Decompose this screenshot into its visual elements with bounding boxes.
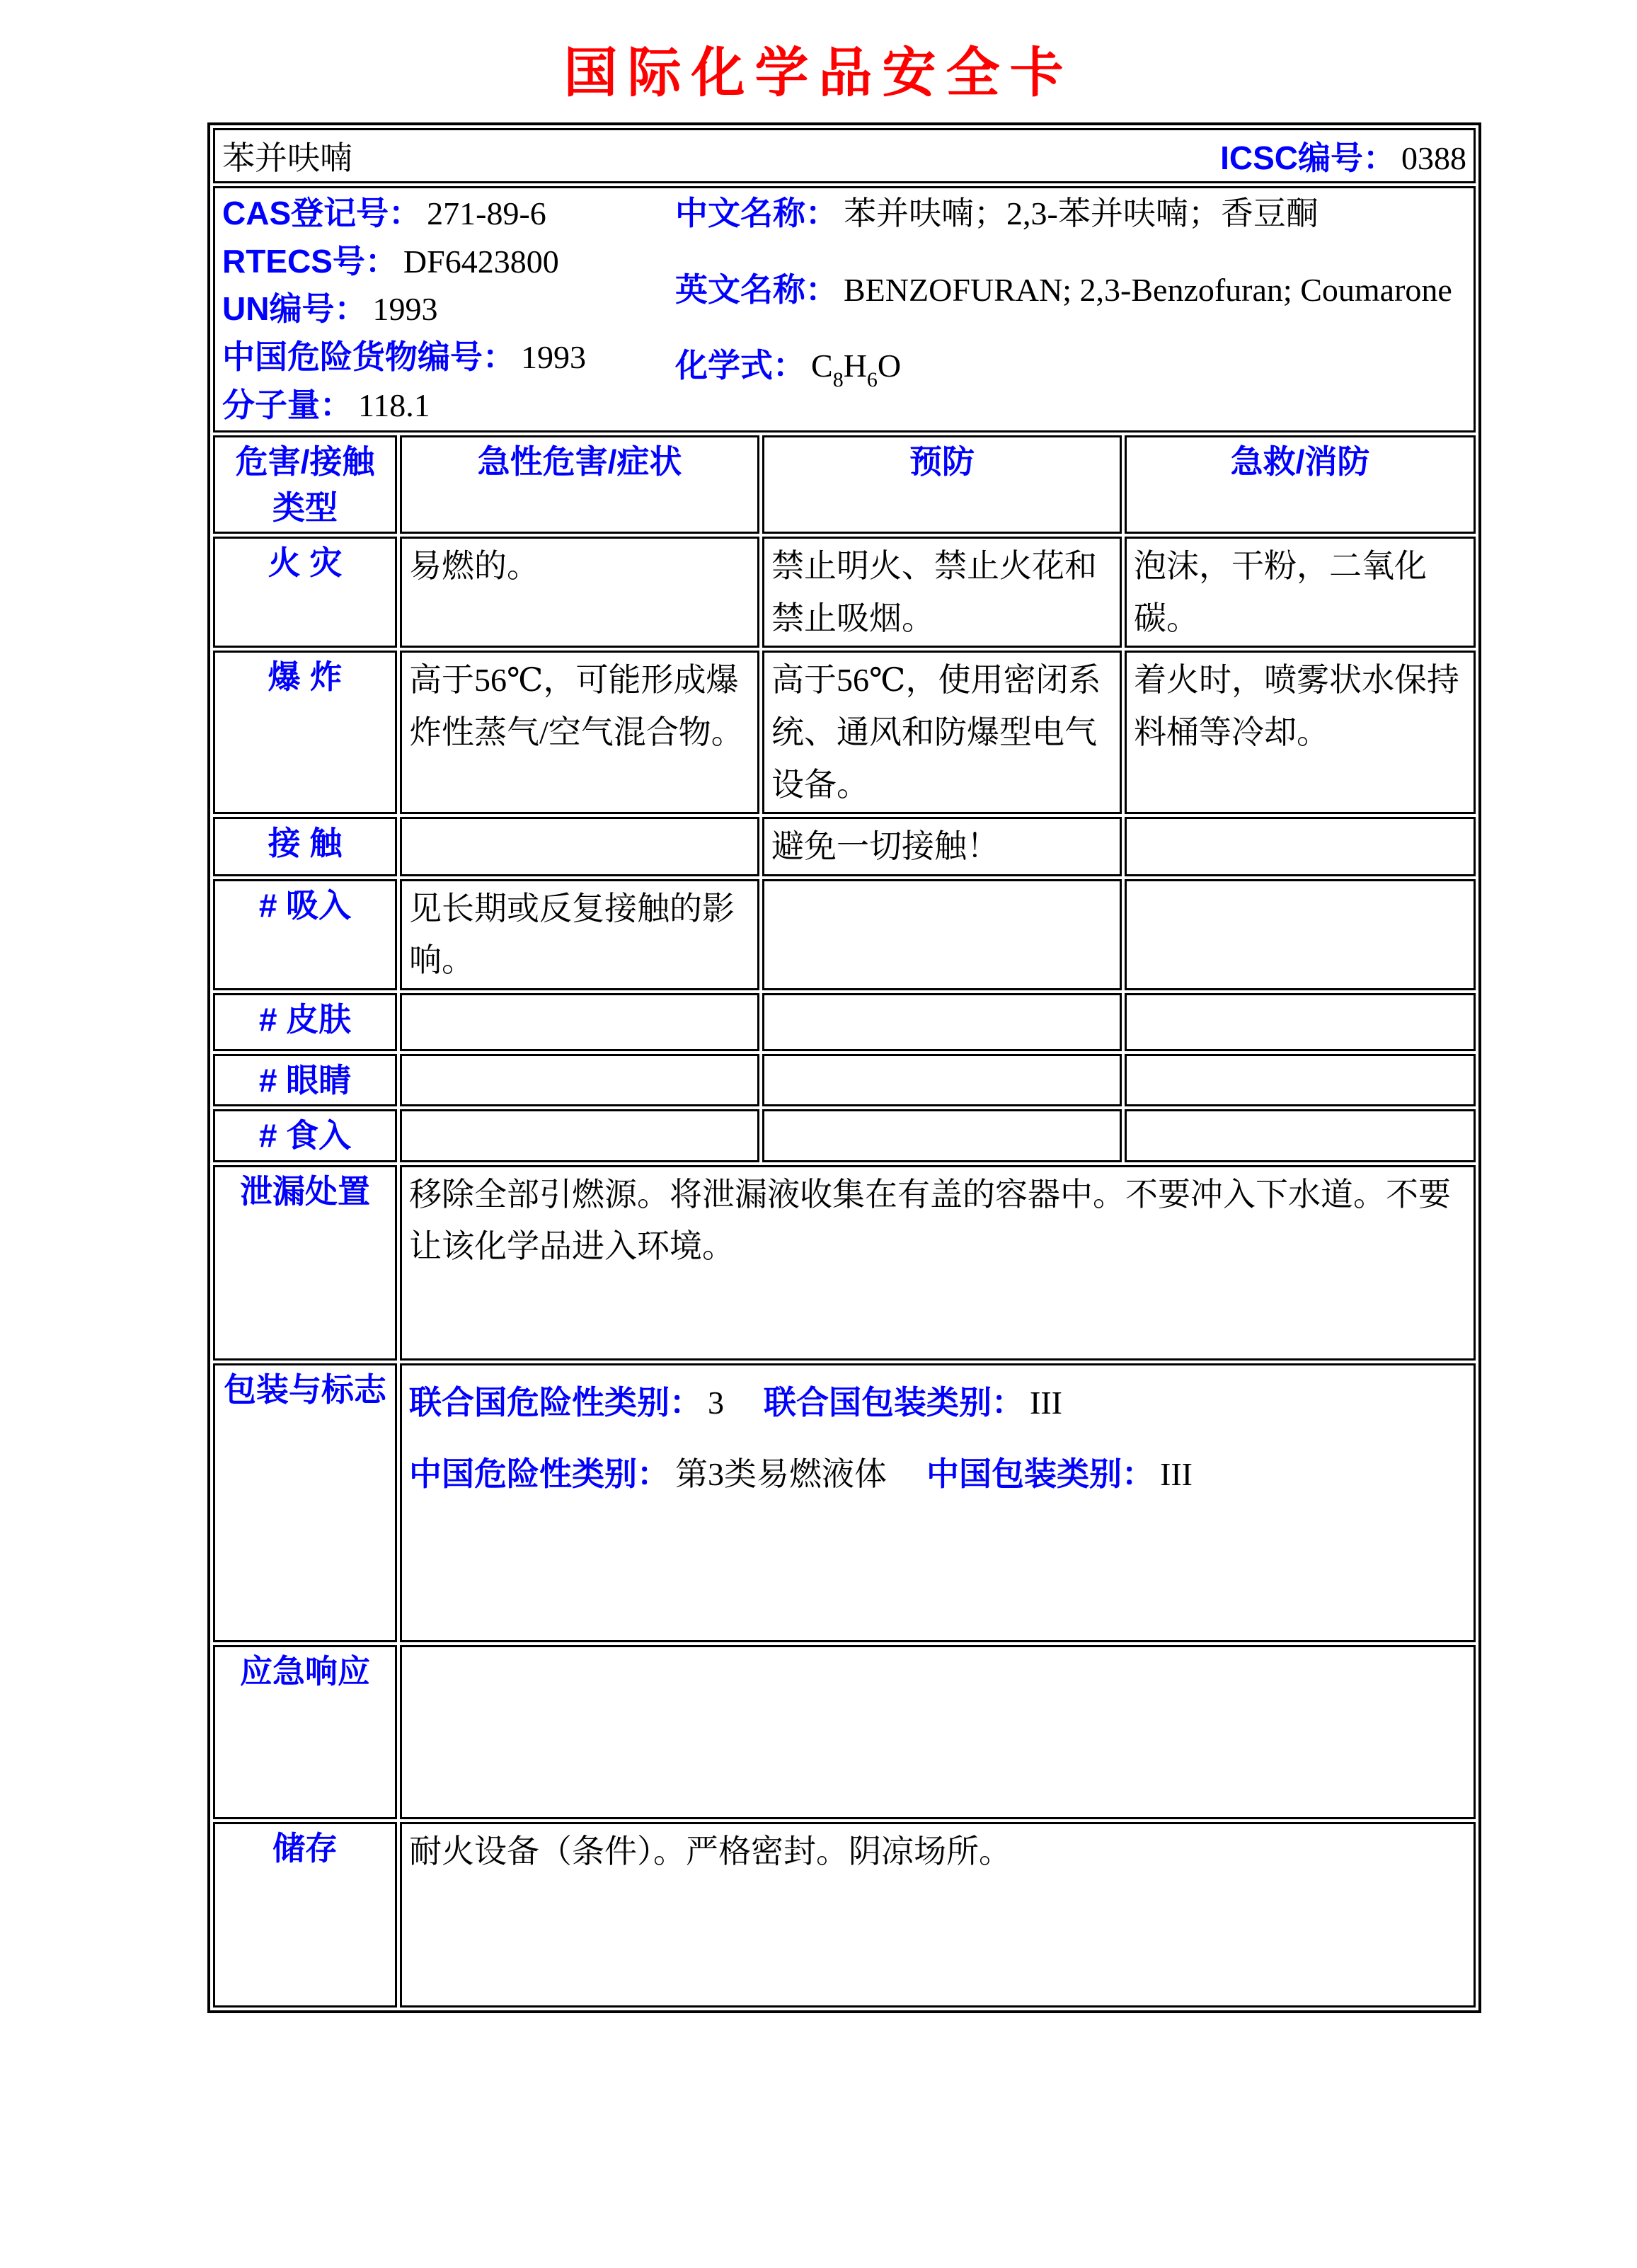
- contact-response-cell: [1125, 817, 1476, 876]
- china-classification-line: [409, 1438, 1466, 1510]
- chinese-name-line: [675, 190, 1466, 238]
- china-dg-number-value: 1993: [521, 339, 586, 376]
- english-name-value: BENZOFURAN; 2,3-Benzofuran; Coumarone: [844, 271, 1452, 308]
- safety-card-table: [210, 125, 1478, 2010]
- column-header-response: 急救/消防: [1125, 435, 1476, 534]
- ingestion-row: [213, 1109, 1476, 1162]
- un-packing-group-value: III: [1030, 1384, 1062, 1421]
- skin-prevention-cell: [762, 993, 1122, 1051]
- identity-right-column: [675, 190, 1466, 429]
- contact-prevention-cell: 避免一切接触！: [762, 817, 1122, 876]
- packaging-content-cell: [400, 1363, 1476, 1642]
- rtecs-number-value: DF6423800: [403, 243, 559, 280]
- explosion-row: [213, 651, 1476, 814]
- china-packing-group-value: III: [1160, 1455, 1193, 1492]
- inhalation-response-cell: [1125, 879, 1476, 990]
- contact-row-label: 接 触: [213, 817, 397, 876]
- english-name-line: [675, 266, 1466, 314]
- china-packing-group-label: 中国包装类别：: [926, 1455, 1154, 1492]
- icsc-number-value: 0388: [1401, 140, 1467, 176]
- fire-symptoms-cell: 易燃的。: [400, 537, 759, 648]
- un-hazard-class-label: 联合国危险性类别：: [409, 1383, 702, 1421]
- safety-card: [207, 122, 1481, 2013]
- eyes-symptoms-cell: [400, 1054, 759, 1106]
- storage-content-cell: 耐火设备（条件）。严格密封。阴凉场所。: [400, 1822, 1476, 2008]
- cas-number-value: 271-89-6: [427, 195, 546, 231]
- ingestion-row-label: # 食入: [213, 1109, 397, 1162]
- formula-value: $C_8H_6O$: [811, 348, 902, 392]
- storage-row-label: 储存: [213, 1822, 397, 2008]
- un-number-label: UN编号：: [222, 290, 367, 328]
- hazard-header-row: [213, 435, 1476, 534]
- identity-row: [213, 186, 1476, 433]
- explosion-response-cell: 着火时，喷雾状水保持料桶等冷却。: [1125, 651, 1476, 814]
- skin-symptoms-cell: [400, 993, 759, 1051]
- explosion-row-label: 爆 炸: [213, 651, 397, 814]
- skin-response-cell: [1125, 993, 1476, 1051]
- name-cell: [213, 128, 1476, 183]
- formula-label: 化学式：: [675, 347, 805, 384]
- column-header-type: 危害/接触 类型: [213, 435, 397, 534]
- cas-number-line: [222, 190, 675, 238]
- contact-row: [213, 817, 1476, 876]
- packaging-row: [213, 1363, 1476, 1642]
- un-number-value: 1993: [372, 291, 438, 328]
- fire-response-cell: 泡沫，干粉，二氧化碳。: [1125, 537, 1476, 648]
- china-dg-number-line: [222, 333, 675, 382]
- explosion-symptoms-cell: 高于56℃，可能形成爆炸性蒸气/空气混合物。: [400, 651, 759, 814]
- identity-columns: [222, 190, 1466, 429]
- un-classification-line: [409, 1367, 1466, 1438]
- identity-cell: [213, 186, 1476, 433]
- page-title: 国际化学品安全卡: [563, 41, 1074, 104]
- formula-line: [675, 342, 1466, 396]
- name-row: [213, 128, 1476, 183]
- china-hazard-class-value: 第3类易燃液体: [675, 1455, 887, 1492]
- inhalation-row: [213, 879, 1476, 990]
- emergency-response-row-label: 应急响应: [213, 1645, 397, 1819]
- china-hazard-class-label: 中国危险性类别：: [409, 1455, 670, 1492]
- name-row-content: [222, 132, 1466, 179]
- chemical-name: 苯并呋喃: [222, 140, 352, 176]
- inhalation-prevention-cell: [762, 879, 1122, 990]
- ingestion-response-cell: [1125, 1109, 1476, 1162]
- emergency-response-content-cell: [400, 1645, 1476, 1819]
- inhalation-symptoms-cell: 见长期或反复接触的影响。: [400, 879, 759, 990]
- fire-row-label: 火 灾: [213, 537, 397, 648]
- ingestion-prevention-cell: [762, 1109, 1122, 1162]
- eyes-prevention-cell: [762, 1054, 1122, 1106]
- eyes-row: [213, 1054, 1476, 1106]
- un-number-line: [222, 285, 675, 333]
- un-packing-group-label: 联合国包装类别：: [764, 1383, 1024, 1421]
- ingestion-symptoms-cell: [400, 1109, 759, 1162]
- emergency-response-row: [213, 1645, 1476, 1819]
- rtecs-number-label: RTECS号：: [222, 242, 398, 280]
- packaging-row-label: 包装与标志: [213, 1363, 397, 1642]
- skin-row-label: # 皮肤: [213, 993, 397, 1051]
- spill-row: [213, 1165, 1476, 1361]
- explosion-prevention-cell: 高于56℃，使用密闭系统、通风和防爆型电气设备。: [762, 651, 1122, 814]
- rtecs-number-line: [222, 238, 675, 286]
- un-hazard-class-value: 3: [708, 1384, 724, 1421]
- skin-row: [213, 993, 1476, 1051]
- spill-row-label: 泄漏处置: [213, 1165, 397, 1361]
- eyes-response-cell: [1125, 1054, 1476, 1106]
- contact-symptoms-cell: [400, 817, 759, 876]
- identity-left-column: [222, 190, 675, 429]
- inhalation-row-label: # 吸入: [213, 879, 397, 990]
- chinese-name-label: 中文名称：: [675, 195, 838, 231]
- column-header-symptoms: 急性危害/症状: [400, 435, 759, 534]
- cas-number-label: CAS登记号：: [222, 195, 422, 231]
- storage-row: [213, 1822, 1476, 2008]
- english-name-label: 英文名称：: [675, 270, 838, 308]
- molecular-weight-value: 118.1: [358, 386, 430, 423]
- spill-content-cell: 移除全部引燃源。将泄漏液收集在有盖的容器中。不要冲入下水道。不要让该化学品进入环境。: [400, 1165, 1476, 1361]
- eyes-row-label: # 眼睛: [213, 1054, 397, 1106]
- molecular-weight-label: 分子量：: [222, 386, 352, 423]
- icsc-number-label: ICSC编号：: [1220, 139, 1396, 176]
- column-header-prevention: 预防: [762, 435, 1122, 534]
- fire-row: [213, 537, 1476, 648]
- fire-prevention-cell: 禁止明火、禁止火花和禁止吸烟。: [762, 537, 1122, 648]
- molecular-weight-line: [222, 382, 675, 430]
- china-dg-number-label: 中国危险货物编号：: [222, 338, 515, 376]
- icsc-number: [1220, 132, 1466, 179]
- chinese-name-value: 苯并呋喃；2,3-苯并呋喃；香豆酮: [844, 195, 1319, 231]
